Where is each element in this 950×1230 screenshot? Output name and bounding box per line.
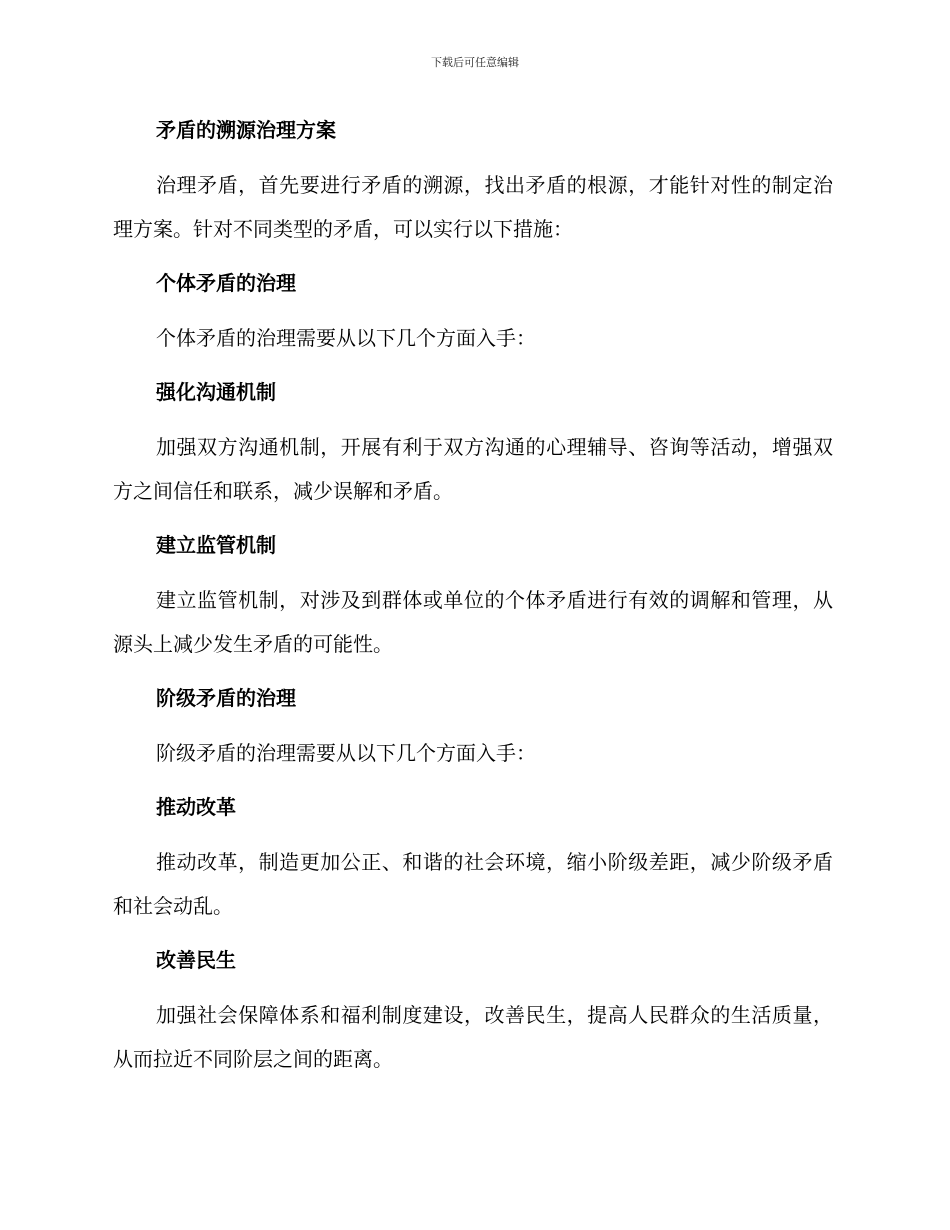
paragraph: 建立监管机制，对涉及到群体或单位的个体矛盾进行有效的调解和管理，从源头上减少发生矛盾的可能性。	[113, 588, 833, 656]
section-heading: 阶级矛盾的治理	[156, 686, 296, 710]
paragraph: 加强社会保障体系和福利制度建设，改善民生，提高人民群众的生活质量，从而拉近不同阶层之间的距离。	[113, 1003, 833, 1071]
section-heading: 推动改革	[156, 795, 236, 819]
section-heading: 矛盾的溯源治理方案	[156, 118, 336, 142]
section-heading: 改善民生	[156, 948, 236, 972]
document-body	[113, 112, 833, 1081]
section-heading: 个体矛盾的治理	[156, 271, 296, 295]
paragraph: 个体矛盾的治理需要从以下几个方面入手：	[156, 326, 536, 350]
paragraph: 加强双方沟通机制，开展有利于双方沟通的心理辅导、咨询等活动，增强双方之间信任和联系，减少误解和矛盾。	[113, 435, 833, 503]
header-note: 下载后可任意编辑	[431, 56, 519, 69]
section-heading: 强化沟通机制	[156, 380, 276, 404]
paragraph: 推动改革，制造更加公正、和谐的社会环境，缩小阶级差距，减少阶级矛盾和社会动乱。	[113, 850, 833, 918]
paragraph: 阶级矛盾的治理需要从以下几个方面入手：	[156, 741, 536, 765]
paragraph: 治理矛盾，首先要进行矛盾的溯源，找出矛盾的根源，才能针对性的制定治理方案。针对不同类型的矛盾，可以实行以下措施：	[113, 173, 833, 241]
section-heading: 建立监管机制	[156, 533, 276, 557]
